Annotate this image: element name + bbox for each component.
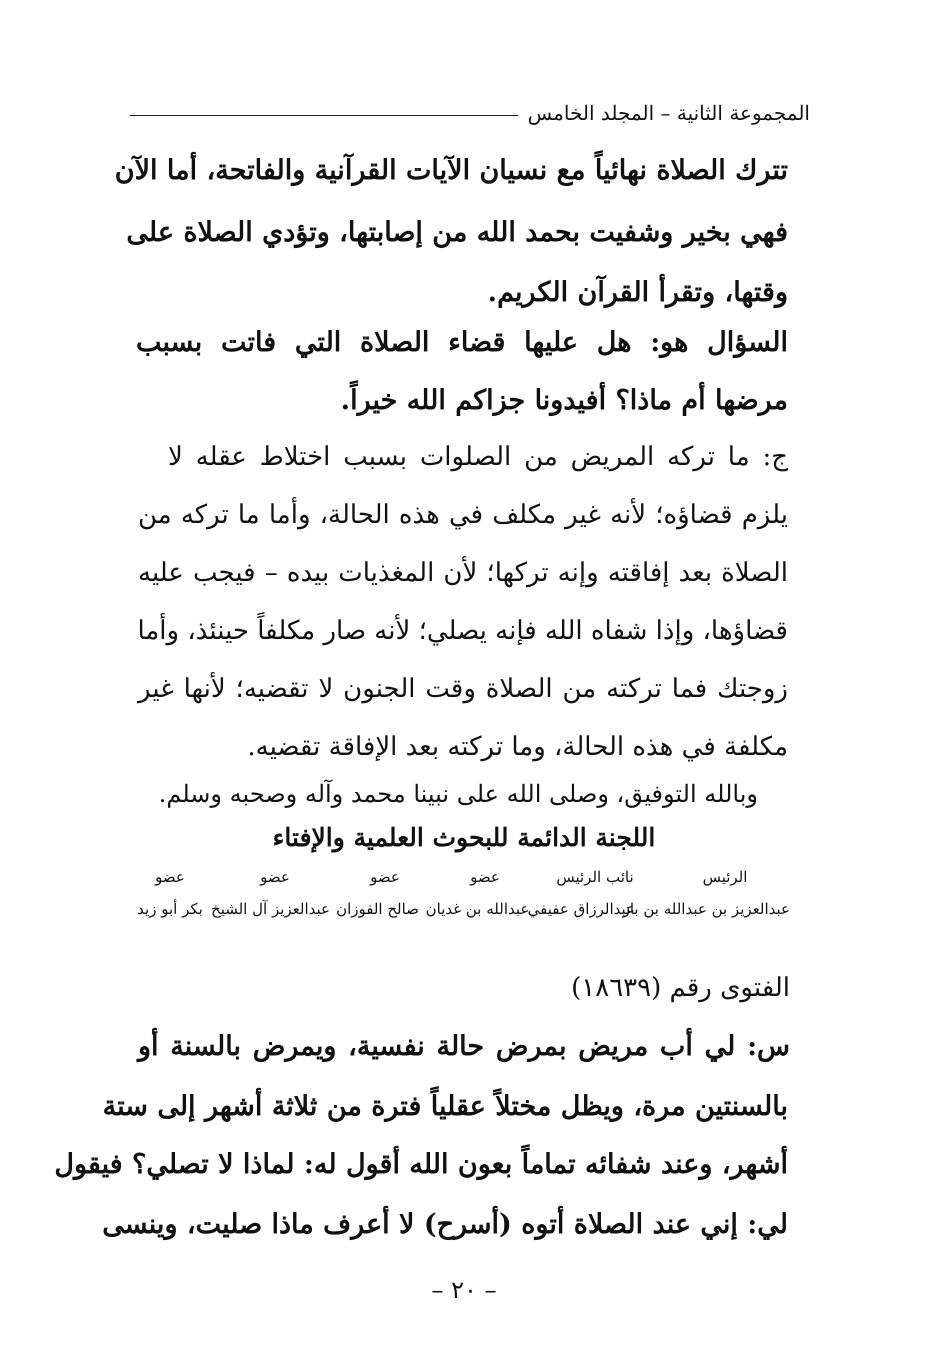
- answer-one-line-5: زوجتك فما تركته من الصلاة وقت الجنون لا تقضيه؛ لأنها غير: [138, 674, 788, 704]
- question-two-line-4: لي: إني عند الصلاة أتوه (أسرح) لا أعرف ماذا صليت، وينسى: [102, 1209, 788, 1240]
- question-two-line-3: أشهر، وعند شفائه تماماً بعون الله أقول له: لماذا لا تصلي؟ فيقول: [54, 1149, 788, 1180]
- role-vice-president: نائب الرئيس: [556, 868, 634, 886]
- name-vice-president: عبدالرزاق عفيفي: [527, 900, 635, 918]
- committee-names: [130, 900, 790, 918]
- name-member-4: بكر أبو زيد: [137, 900, 203, 918]
- question-one-line-1: تترك الصلاة نهائياً مع نسيان الآيات القرآنية والفاتحة، أما الآن: [114, 155, 788, 186]
- running-header: [130, 98, 810, 128]
- name-member-3: عبدالعزيز آل الشيخ: [211, 900, 330, 918]
- question-one-line-2: فهي بخير وشفيت بحمد الله من إصابتها، وتؤدي الصلاة على: [126, 217, 788, 248]
- committee-title: اللجنة الدائمة للبحوث العلمية والإفتاء: [272, 823, 656, 852]
- closing-formula: وبالله التوفيق، وصلى الله على نبينا محمد وآله وصحبه وسلم.: [158, 780, 758, 808]
- question-two-line-2: بالسنتين مرة، ويظل مختلاً عقلياً فترة من ثلاثة أشهر إلى ستة: [102, 1091, 788, 1122]
- running-title: المجموعة الثانية – المجلد الخامس: [527, 101, 810, 125]
- answer-one-line-3: الصلاة بعد إفاقته وإنه تركها؛ لأن المغذيات بيده – فيجب عليه: [138, 558, 788, 588]
- name-president: عبدالعزيز بن عبدالله بن باز: [622, 900, 790, 918]
- question-one-line-3: وقتها، وتقرأ القرآن الكريم.: [487, 277, 788, 308]
- name-member-1: عبدالله بن غديان: [425, 900, 530, 918]
- fatwa-number: الفتوى رقم (١٨٦٣٩): [571, 973, 790, 1003]
- role-president: الرئيس: [702, 868, 748, 886]
- role-member-2: عضو: [370, 868, 400, 886]
- answer-one-line-2: يلزم قضاؤه؛ لأنه غير مكلف في هذه الحالة، وأما ما تركه من: [138, 500, 788, 530]
- answer-one-line-4: قضاؤها، وإذا شفاه الله فإنه يصلي؛ لأنه صار مكلفاً حينئذ، وأما: [137, 616, 788, 646]
- answer-one-line-6: مكلفة في هذه الحالة، وما تركته بعد الإفاقة تقضيه.: [247, 732, 788, 762]
- role-member-1: عضو: [470, 868, 500, 886]
- role-member-4: عضو: [155, 868, 185, 886]
- role-member-3: عضو: [260, 868, 290, 886]
- question-two-line-1: س: لي أب مريض بمرض حالة نفسية، ويمرض بالسنة أو: [138, 1031, 790, 1062]
- page-number: – ٢٠ –: [431, 1276, 497, 1304]
- answer-one-line-1: ج: ما تركه المريض من الصلوات بسبب اختلاط عقله لا: [168, 442, 788, 472]
- question-one-line-5: مرضها أم ماذا؟ أفيدونا جزاكم الله خيراً.: [340, 385, 788, 416]
- header-rule: [130, 115, 518, 116]
- question-one-line-4: السؤال هو: هل عليها قضاء الصلاة التي فاتت بسبب: [136, 327, 788, 358]
- committee-roles: [130, 868, 790, 886]
- name-member-2: صالح الفوزان: [336, 900, 419, 918]
